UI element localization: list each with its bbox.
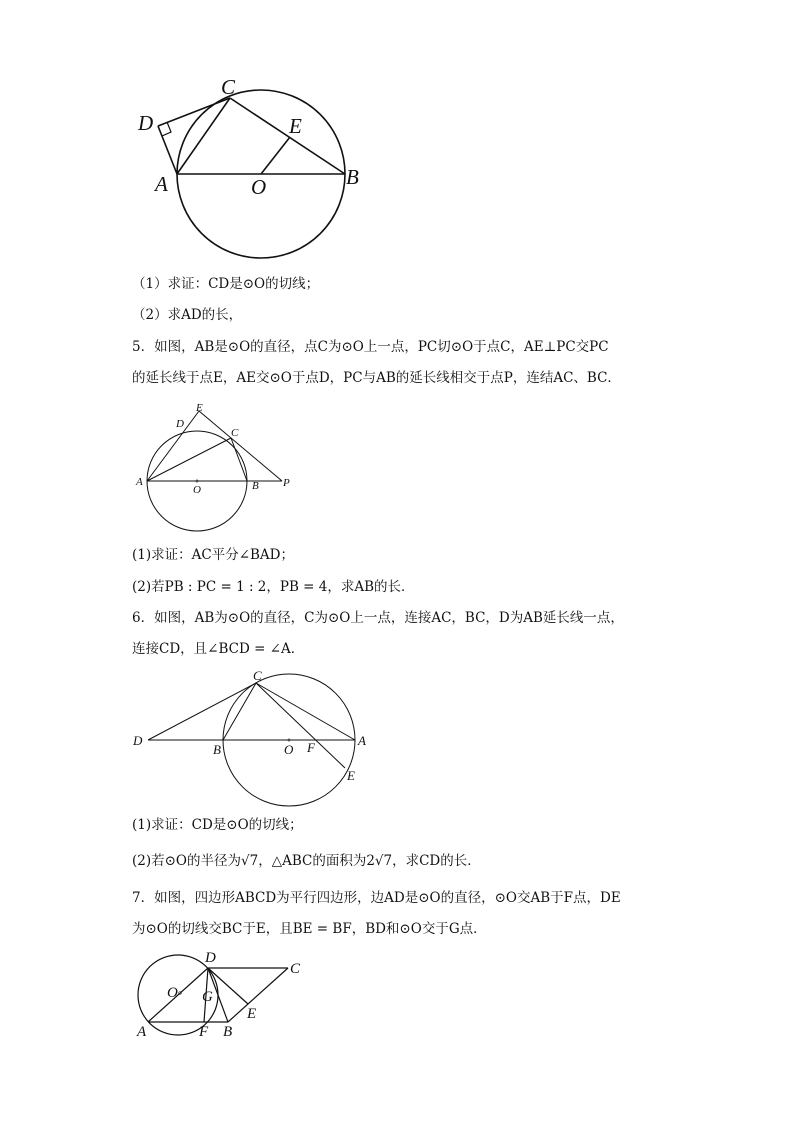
- label-p: P: [283, 477, 290, 489]
- label-a: A: [155, 172, 168, 196]
- label-o: O: [284, 742, 294, 757]
- label-a: A: [136, 476, 143, 488]
- q6-part2: (2)若⊙O的半径为√7，△ABC的面积为2√7，求CD的长．: [132, 853, 481, 869]
- label-d: D: [176, 418, 184, 430]
- label-a: A: [358, 733, 366, 748]
- label-b: B: [213, 742, 221, 757]
- q7-stem-line1: 7．如图，四边形ABCD为平行四边形，边AD是⊙O的直径，⊙O交AB于F点，DE: [132, 890, 621, 906]
- label-f: F: [307, 740, 315, 755]
- label-c: C: [231, 427, 239, 439]
- label-f: F: [199, 1024, 209, 1040]
- label-c: C: [253, 668, 262, 683]
- q6-part1: (1)求证：CD是⊙O的切线；: [132, 817, 303, 833]
- q5-part1: (1)求证：AC平分∠BAD；: [132, 547, 295, 563]
- label-c: C: [221, 75, 236, 99]
- label-e: E: [196, 402, 203, 414]
- segment-cb: [228, 968, 288, 1022]
- q4-part1: （1）求证：CD是⊙O的切线；: [132, 276, 320, 292]
- label-e: E: [289, 114, 302, 138]
- q7-stem-line2: 为⊙O的切线交BC于E，且BE = BF，BD和⊙O交于G点．: [132, 921, 487, 937]
- label-d: D: [138, 111, 154, 135]
- label-a: A: [137, 1024, 147, 1040]
- label-d: D: [205, 950, 216, 966]
- q5-stem-line1: 5．如图，AB是⊙O的直径，点C为⊙O上一点，PC切⊙O于点C，AE⊥PC交PC: [132, 339, 609, 355]
- label-g: G: [202, 989, 213, 1005]
- label-b: B: [223, 1024, 233, 1040]
- label-e: E: [347, 768, 355, 783]
- label-b: B: [346, 165, 359, 189]
- q5-stem-line2: 的延长线于点E，AE交⊙O于点D，PC与AB的延长线相交于点P，连结AC、BC．: [132, 370, 621, 386]
- label-o: O: [167, 985, 178, 1001]
- label-o: O: [251, 175, 267, 199]
- segment-ad: [148, 968, 208, 1022]
- q6-stem-line1: 6．如图，AB为⊙O的直径，C为⊙O上一点，连接AC，BC，D为AB延长线一点，: [132, 610, 624, 626]
- q4-part2: （2）求AD的长，: [132, 307, 243, 323]
- label-d: D: [133, 733, 143, 748]
- label-o: O: [193, 484, 201, 496]
- q5-part2: (2)若PB : PC = 1 : 2，PB = 4，求AB的长．: [132, 579, 415, 595]
- segment-de: [208, 968, 248, 1004]
- label-b: B: [252, 480, 259, 492]
- label-e: E: [247, 1006, 257, 1022]
- label-c: C: [290, 961, 301, 977]
- q6-stem-line2: 连接CD，且∠BCD = ∠A．: [132, 641, 305, 657]
